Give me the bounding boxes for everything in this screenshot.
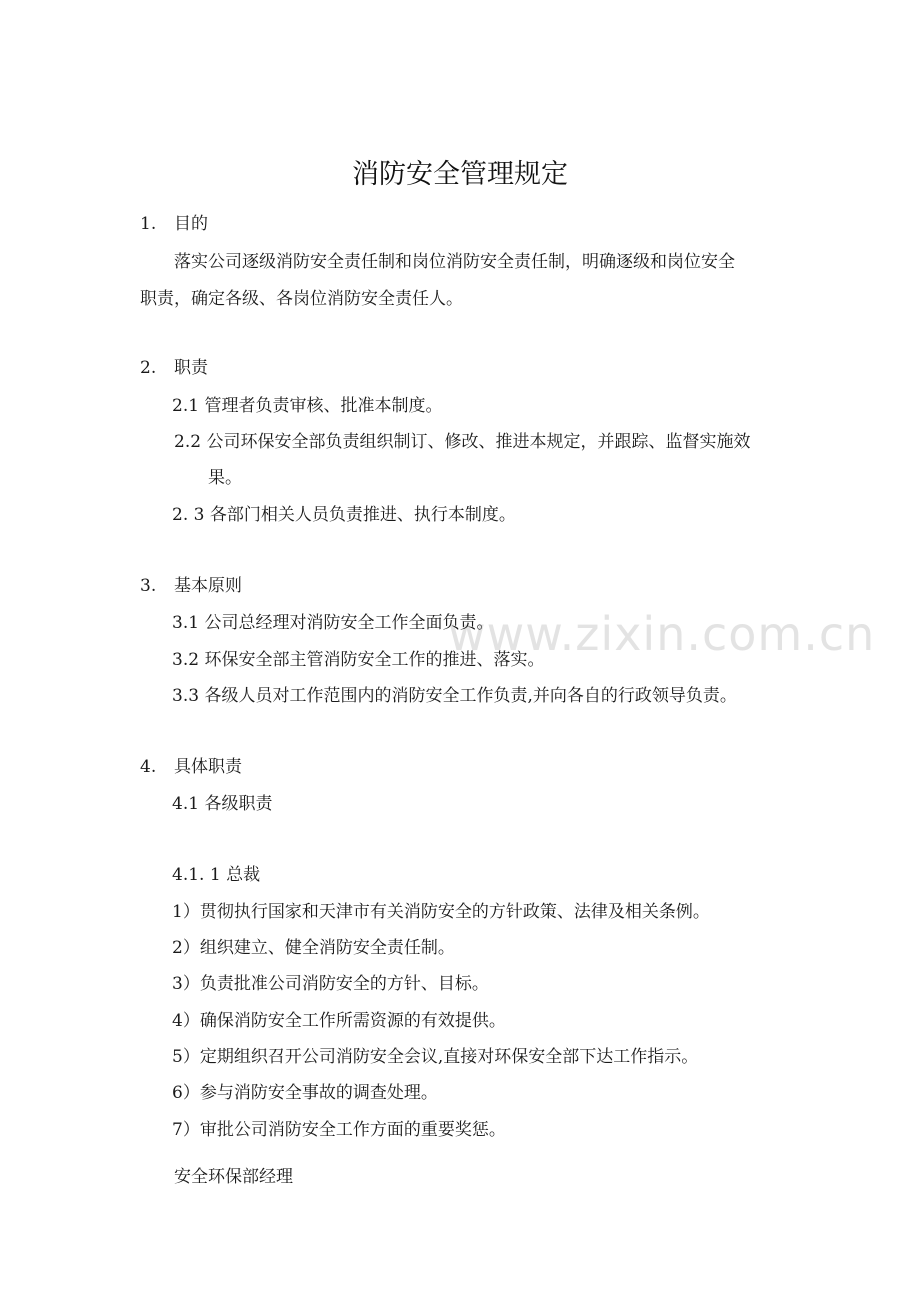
list-item: 4）确保消防安全工作所需资源的有效提供。 (172, 1011, 506, 1031)
section-1-paragraph-line-2: 职责，确定各级、各岗位消防安全责任人。 (140, 289, 463, 309)
section-4-1-1-heading: 4.1. 1 总裁 (172, 865, 261, 885)
section-3-number: 3. (140, 576, 157, 596)
list-item: 1）贯彻执行国家和天津市有关消防安全的方针政策、法律及相关条例。 (172, 902, 710, 922)
section-1-number: 1. (140, 214, 157, 234)
list-item: 3）负责批准公司消防安全的方针、目标。 (172, 974, 489, 994)
section-4-title: 具体职责 (174, 757, 242, 777)
section-1-heading (140, 214, 208, 234)
section-4-number: 4. (140, 757, 157, 777)
list-item: 6）参与消防安全事故的调查处理。 (172, 1083, 438, 1103)
section-2-item-2-line-2: 果。 (208, 468, 242, 488)
section-4-1-2-heading: 安全环保部经理 (174, 1167, 293, 1187)
section-4-heading (140, 757, 242, 777)
section-2-heading (140, 358, 208, 378)
section-3-item-2: 3.2 环保安全部主管消防安全工作的推进、落实。 (172, 650, 545, 670)
section-2-item-1: 2.1 管理者负责审核、批准本制度。 (172, 396, 443, 416)
section-3-title: 基本原则 (174, 576, 242, 596)
section-1-title: 目的 (174, 214, 208, 234)
section-2-item-2-line-1: 2.2 公司环保安全部负责组织制订、修改、推进本规定，并跟踪、监督实施效 (174, 432, 751, 452)
document-title: 消防安全管理规定 (352, 159, 568, 190)
section-2-title: 职责 (174, 358, 208, 378)
section-3-item-3: 3.3 各级人员对工作范围内的消防安全工作负责,并向各自的行政领导负责。 (172, 686, 737, 706)
section-4-1-heading: 4.1 各级职责 (172, 794, 273, 814)
watermark: www.zixin.com.cn (448, 607, 876, 661)
section-3-item-1: 3.1 公司总经理对消防安全工作全面负责。 (172, 613, 494, 633)
section-2-item-3: 2. 3 各部门相关人员负责推进、执行本制度。 (172, 505, 516, 525)
list-item: 2）组织建立、健全消防安全责任制。 (172, 938, 455, 958)
section-3-heading (140, 576, 242, 596)
section-1-paragraph-line-1: 落实公司逐级消防安全责任制和岗位消防安全责任制，明确逐级和岗位安全 (174, 252, 735, 272)
section-2-number: 2. (140, 358, 157, 378)
list-item: 5）定期组织召开公司消防安全会议,直接对环保安全部下达工作指示。 (172, 1047, 699, 1067)
list-item: 7）审批公司消防安全工作方面的重要奖惩。 (172, 1120, 506, 1140)
